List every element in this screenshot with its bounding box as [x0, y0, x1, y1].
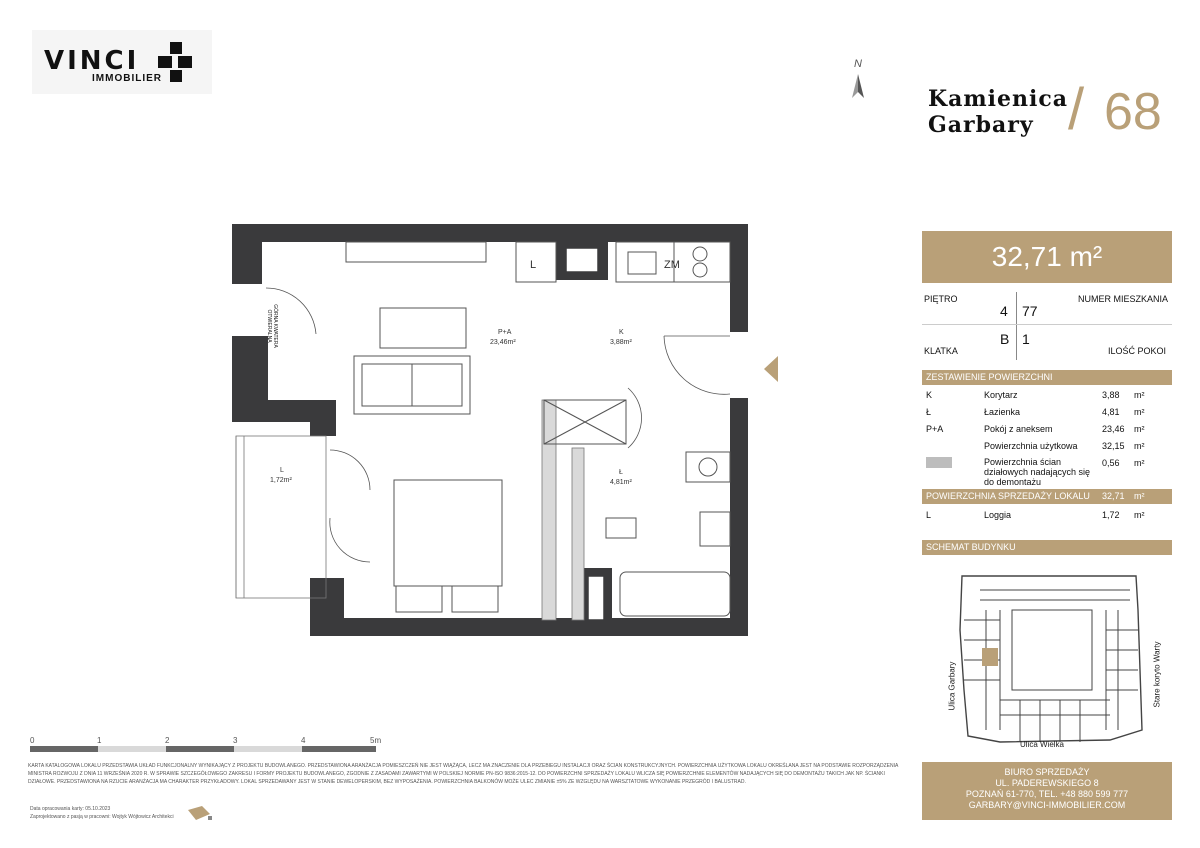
scale-label: 0 [30, 736, 35, 745]
footer-author: Zaprojektowano z pasją w pracowni: Wojtyk Wójtowicz Architekci [30, 814, 174, 820]
scale-segment [302, 746, 376, 752]
scale-segment [30, 746, 98, 752]
plan-label: 23,46m² [490, 339, 516, 346]
summary-unit: m² [1134, 441, 1145, 451]
north-arrow-icon [850, 74, 866, 100]
summary-unit: m² [1134, 458, 1145, 468]
vinci-logo-subtitle: IMMOBILIER [92, 73, 162, 84]
rooms-label: ILOŚĆ POKOI [1108, 346, 1167, 356]
scheme-header: SCHEMAT BUDYNKU [922, 540, 1172, 555]
plan-label: L [280, 467, 284, 474]
summary-name: Korytarz [984, 390, 1018, 400]
office-line: POZNAŃ 61-770, TEL. +48 880 599 777 [965, 789, 1129, 799]
scale-segment [234, 746, 302, 752]
plan-label: 4,81m² [610, 479, 632, 486]
summary-code: Ł [926, 407, 932, 417]
plan-label: ZM [664, 259, 680, 271]
footer-disclaimer: KARTA KATALOGOWA LOKALU PRZEDSTAWIA UKŁAD FUNKCJONALNY WYNIKAJĄCY Z PROJEKTU BUDOWLANEGO. PRZEDSTAWIONA ARANŻACJA POMIESZCZEŃ NIE JEST WIĄŻĄCA, LECZ MA ZNACZENIE DLA PRZEBIEGU INSTALACJI ORAZ ŚCIAN KONSTRUKCYJNYCH. POWIERZCHNIA UŻYTKOWA LOKALU OKREŚLANA JEST NA PODSTAWIE ROZPORZĄDZENIA MINISTRA ROZWOJU Z DNIA 11 WRZEŚNIA 2020 R. W SPRAWIE SZCZEGÓŁOWEGO ZAKRESU I FORMY PROJEKTU BUDOWLANEGO, ZGODNIE Z ZASADAMI ZAWARTYMI W POLSKIEJ NORMIE PN-ISO 9836:2015-12. DO POWIERZCHNI SPRZEDAŻY LOKALU WLICZA SIĘ POWIERZCHNIE ELEMENTÓW NADAJĄCYCH SIĘ DO DEMONTAŻU TAKICH JAK NP. ŚCIANKI DZIAŁOWE. PRZEDSTAWIONA NA RZUCIE ARANŻACJA MA CHARAKTER PRZYKŁADOWY. LOKAL SPRZEDAWANY JEST W STANIE DEWELOPERSKIM, BEZ WYPOSAŻENIA. POWIERZCHNIA BALKONÓW MOŻE ULEC ZMIANIE ±5% ZE WZGLĘDU NA WARSZTATOWE WYKONANIE PRZEGRÓD I BALUSTRAD. [28, 763, 899, 785]
vinci-logo-text: VINCI [44, 46, 140, 76]
summary-header: ZESTAWIENIE POWIERZCHNI [922, 370, 1172, 385]
rooms-value: 1 [1022, 331, 1030, 347]
apartment-info-grid [922, 288, 1172, 364]
loggia-value: 1,72 [1102, 510, 1120, 520]
apartment-number-label: NUMER MIESZKANIA [1078, 294, 1169, 304]
sale-area-label: POWIERZCHNIA SPRZEDAŻY LOKALU [926, 491, 1090, 501]
summary-code: P+A [926, 424, 944, 434]
summary-value: 23,46 [1102, 424, 1125, 434]
plan-label: P+A [498, 329, 512, 336]
architect-logo-icon [188, 806, 214, 822]
plan-label: Ł [619, 469, 623, 476]
scale-segment [98, 746, 166, 752]
summary-name: Łazienka [984, 407, 1021, 417]
north-label: N [854, 58, 862, 70]
plan-label: L [530, 259, 537, 271]
brand-line-1: Kamienica [928, 86, 1069, 112]
scheme-street-bottom: Ulica Wielka [1020, 740, 1065, 749]
sale-area-unit: m² [1134, 491, 1145, 501]
office-line: BIURO SPRZEDAŻY [1004, 767, 1090, 777]
summary-code: K [926, 390, 933, 400]
scheme-street-left: Ulica Garbary [947, 661, 957, 711]
brand-slash: / [1068, 77, 1085, 142]
floor-label: PIĘTRO [924, 294, 958, 304]
scale-label: 1 [97, 736, 102, 745]
north-arrow [850, 58, 870, 102]
info-row-divider [922, 324, 1172, 325]
scale-label: 2 [165, 736, 170, 745]
loggia-name: Loggia [984, 510, 1012, 520]
summary-unit: m² [1134, 407, 1145, 417]
summary-name: Pokój z aneksem [984, 424, 1053, 434]
scale-label: 3 [233, 736, 238, 745]
plan-label: 3,88m² [610, 339, 632, 346]
summary-value: 3,88 [1102, 390, 1120, 400]
summary-unit: m² [1134, 424, 1145, 434]
footer-date: Data opracowania karty: 05.10.2023 [30, 806, 111, 812]
summary-name: Powierzchnia użytkowa [984, 441, 1078, 451]
vinci-logo-icon [156, 40, 200, 84]
office-line: GARBARY@VINCI-IMMOBILIER.COM [968, 800, 1126, 810]
apartment-location-marker [982, 648, 998, 666]
total-area-badge: 32,71 m² [922, 231, 1172, 283]
scheme-street-right: Stare koryto Warty [1152, 641, 1162, 708]
sale-area-band [922, 489, 1172, 504]
brand-line-2: Garbary [928, 112, 1034, 138]
apartment-number-value: 77 [1022, 303, 1038, 319]
stair-label: KLATKA [924, 346, 958, 356]
plan-label: K [619, 329, 624, 336]
scale-label: 4 [301, 736, 306, 745]
sale-area-value: 32,71 [1102, 491, 1125, 501]
summary-value: 4,81 [1102, 407, 1120, 417]
scale-label: 5m [370, 736, 382, 745]
summary-value: 32,15 [1102, 441, 1125, 451]
loggia-code: L [926, 510, 932, 520]
floor-value: 4 [1000, 303, 1008, 319]
stair-value: B [1000, 331, 1010, 347]
entrance-arrow-icon [764, 356, 778, 382]
sales-office-box [922, 762, 1172, 820]
info-divider [1016, 292, 1017, 360]
floor-plan [226, 218, 756, 642]
office-line: UL. PADEREWSKIEGO 8 [995, 778, 1099, 788]
scale-bar [30, 746, 376, 752]
summary-unit: m² [1134, 390, 1145, 400]
summary-name: Powierzchnia ścian działowych nadających się do demontażu [984, 457, 1091, 487]
loggia-unit: m² [1134, 510, 1145, 520]
window-note: GÓRNA KWATERA OTWIERALNA [266, 304, 278, 348]
building-number: 68 [1104, 83, 1162, 141]
summary-value: 0,56 [1102, 458, 1120, 468]
plan-label: 1,72m² [270, 477, 292, 484]
demolition-wall-swatch [926, 457, 952, 468]
scale-segment [166, 746, 234, 752]
building-scheme [940, 570, 1170, 754]
